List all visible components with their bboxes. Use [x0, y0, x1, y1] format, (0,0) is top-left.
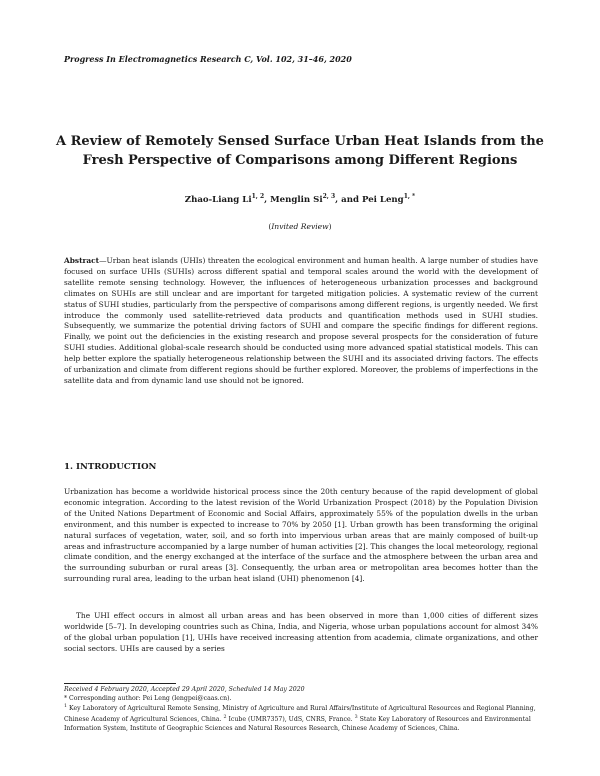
abstract-label: Abstract [64, 256, 100, 265]
paper-title: A Review of Remotely Sensed Surface Urban Heat Islands from the Fresh Perspective of Comparisons among Different Regions [56, 134, 544, 168]
affiliation-text: Icube (UMR7357), UdS, CNRS, France. [228, 716, 353, 724]
author-name: Menglin Si [270, 194, 323, 205]
affiliation-text: Key Laboratory of Agricultural Remote Sensing, Ministry of Agriculture and Rural Affairs/Institute of Agricultural Resources and Regional Planning, Chinese Academy of Agricultural Sciences, China. [64, 705, 536, 724]
author-affiliation-mark: 1, * [403, 193, 416, 200]
affiliations [64, 703, 538, 733]
corresponding-author: * Corresponding author: Pei Leng (lengpei@caas.cn). [64, 694, 232, 702]
author-name: Zhao-Liang Li [184, 194, 252, 205]
body-paragraph: Urbanization has become a worldwide historical process since the 20th century because of the rapid development of global economic integration. According to the latest revision of the World Urbanization Prospect (2018) by the Population Division of the United Nations Department of Economic and Social Affairs, approximately 55% of the population dwells in the urban environment, and this number is expected to increase to 70% by 2050 [1]. Urban growth has been transforming the original natural surfaces of vegetation, water, soil, and so forth into impervious urban areas that are mainly composed of built-up areas and infrastructure accompanied by a large number of human activities [2]. This changes the local meteorology, regional climate condition, and the energy exchanged at the interface of the surface and the atmosphere between the urban area and the surrounding suburban or rural areas [3]. Consequently, the urban area or metropolitan area becomes hotter than the surrounding rural area, leading to the urban heat island (UHI) phenomenon [4]. [64, 487, 538, 584]
affiliation-mark: 2 [223, 715, 227, 721]
abstract [64, 256, 538, 387]
footnote-divider [64, 683, 176, 684]
affiliation-mark: 1 [64, 704, 68, 710]
affiliation-mark: 3 [354, 715, 358, 721]
journal-citation: Progress In Electromagnetics Research C, Vol. 102, 31–46, 2020 [64, 54, 352, 64]
footnotes [64, 686, 538, 734]
author-list [0, 193, 600, 205]
body-paragraph: The UHI effect occurs in almost all urban areas and has been observed in more than 1,000 cities of different sizes worldwide [5–7]. In developing countries such as China, India, and Nigeria, whose urban populations account for almost 34% of the global urban population [1], UHIs have received increasing attention from academia, climate organizations, and other social sectors. UHIs are caused by a series [64, 611, 538, 653]
author-affiliation-mark: 1, 2 [251, 193, 265, 200]
section-heading: 1. INTRODUCTION [64, 462, 157, 472]
author-name: Pei Leng [361, 194, 404, 205]
invited-review-note: (Invited Review) [268, 222, 332, 231]
author-affiliation-mark: 2, 3 [322, 193, 336, 200]
abstract-text: —Urban heat islands (UHIs) threaten the ecological environment and human health. A large number of studies have focused on surface UHIs (SUHIs) across different spatial and temporal scales around the world with the development of satellite remote sensing technology. However, the influences of heterogeneous urbanization processes and background climates on SUHIs are still unclear and are important for targeted mitigation policies. A systematic review of the current status of SUHI studies, particularly from the perspective of comparisons among different regions, is urgently needed. We first introduce the commonly used satellite-retrieved data products and quantification methods used in SUHI studies. Subsequently, we summarize the potential driving factors of SUHI and compare the specific findings for different regions. Finally, we point out the deficiencies in the existing research and propose several prospects for the consideration of future SUHI studies. Additional global-scale research should be conducted using more advanced spatial statistical models. This can help better explore the spatially heterogeneous relationship between the SUHI and its associated driving factors. The effects of urbanization and climate from different regions should be further explored. Moreover, the problems of imperfections in the satellite data and from dynamic land use should not be ignored. [64, 256, 538, 385]
affiliation-text: State Key Laboratory of Resources and Environmental Information System, Institute of Geographic Sciences and Natural Resources Research, Chinese Academy of Sciences, China. [64, 716, 531, 732]
author-separator: , [264, 194, 271, 205]
author-separator: , and [335, 194, 362, 205]
invited-review-label: Invited Review [271, 222, 329, 231]
received-dates: Received 4 February 2020, Accepted 29 April 2020, Scheduled 14 May 2020 [64, 686, 305, 693]
